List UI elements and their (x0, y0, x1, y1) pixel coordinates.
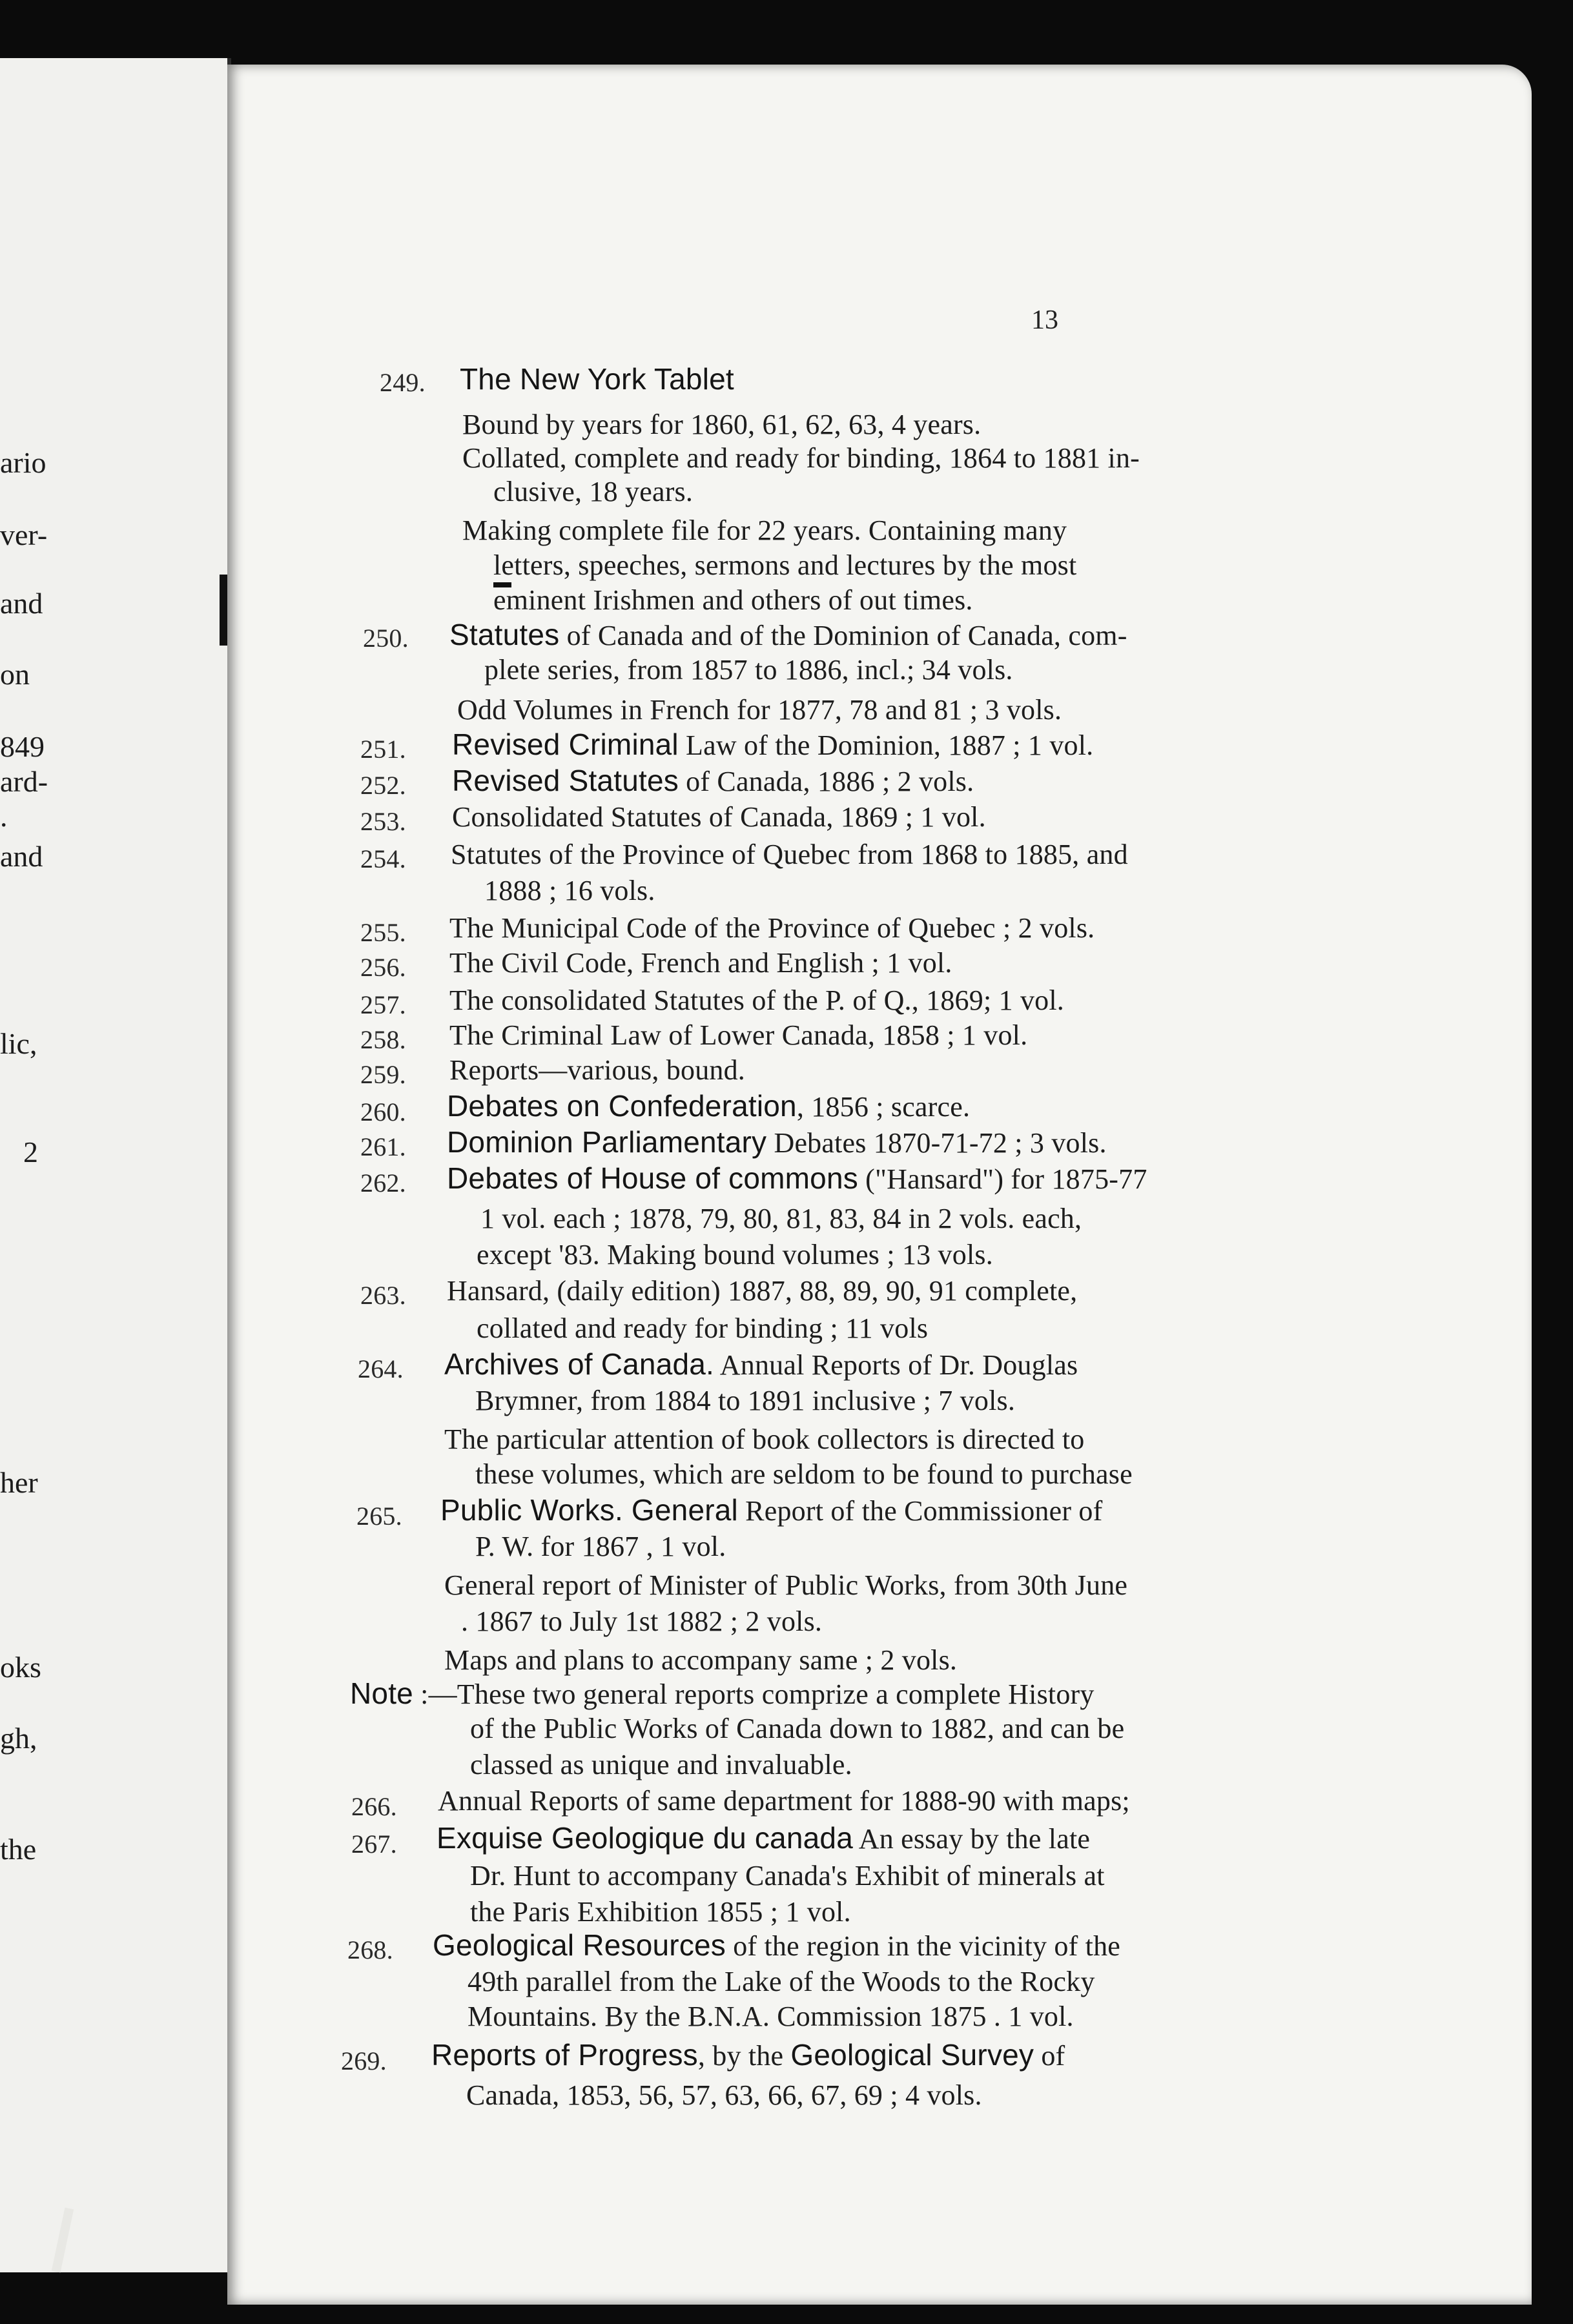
entry-line: Bound by years for 1860, 61, 62, 63, 4 years. (462, 409, 982, 440)
entry-number: 264. (358, 1354, 404, 1383)
entry-line: Collated, complete and ready for binding, 1864 to 1881 in- (462, 442, 1140, 474)
entry-text: The Civil Code, French and English ; 1 vol. (449, 947, 952, 979)
entry-number: 250. (363, 624, 409, 653)
entry-text: The Municipal Code of the Province of Quebec ; 2 vols. (449, 912, 1095, 944)
left-text-fragment: gh, (0, 1722, 37, 1755)
left-text-fragment: 2 (23, 1136, 38, 1168)
entry-text: Consolidated Statutes of Canada, 1869 ; 1 vol. (452, 801, 986, 833)
entry-line: Canada, 1853, 56, 57, 63, 66, 67, 69 ; 4 vols. (466, 2079, 982, 2111)
entry-line: letters, speeches, sermons and lectures by the most (493, 549, 1077, 581)
left-text-fragment: on (0, 658, 30, 691)
entry-heading: The New York Tablet (460, 362, 734, 396)
entry-line: Making complete file for 22 years. Containing many (462, 515, 1067, 546)
note-line: of the Public Works of Canada down to 1882, and can be (470, 1713, 1125, 1744)
page-number: 13 (1031, 305, 1058, 335)
entry-number: 263. (360, 1281, 406, 1310)
entry-text: Public Works. General Report of the Commissioner of (440, 1493, 1103, 1527)
entry-text: Statutes of the Province of Quebec from 1868 to 1885, and (451, 839, 1128, 870)
entry-text: Archives of Canada. Annual Reports of Dr. Douglas (444, 1347, 1078, 1381)
entry-line: Brymner, from 1884 to 1891 inclusive ; 7 vols. (475, 1385, 1016, 1416)
left-text-fragment: and (0, 840, 43, 873)
gutter-shadow (220, 575, 227, 646)
entry-line: Maps and plans to accompany same ; 2 vols. (444, 1644, 958, 1676)
catalogue-entries (227, 65, 1532, 2305)
entry-line: eminent Irishmen and others of out times. (493, 584, 973, 616)
entry-text: Reports of Progress, by the Geological Survey of (431, 2038, 1065, 2072)
entry-line: plete series, from 1857 to 1886, incl.; 34 vols. (484, 654, 1013, 686)
left-text-fragment: and (0, 587, 43, 620)
entry-number: 262. (360, 1168, 406, 1198)
entry-text: Reports—various, bound. (449, 1054, 746, 1086)
entry-line: 49th parallel from the Lake of the Woods to the Rocky (468, 1966, 1095, 1997)
entry-line: P. W. for 1867 , 1 vol. (475, 1531, 726, 1562)
entry-line: The particular attention of book collectors is directed to (444, 1423, 1085, 1455)
entry-number: 260. (360, 1097, 406, 1126)
left-text-fragment: her (0, 1466, 38, 1499)
entry-number: 266. (351, 1792, 397, 1821)
entry-line: General report of Minister of Public Works, from 30th June (444, 1569, 1128, 1601)
entry-number: 267. (351, 1830, 397, 1859)
left-text-fragment: ard- (0, 765, 48, 798)
entry-text: Debates on Confederation, 1856 ; scarce. (447, 1089, 971, 1123)
entry-text: Revised Statutes of Canada, 1886 ; 2 vols. (452, 764, 974, 797)
left-text-fragment: . (0, 800, 8, 833)
entry-text: The Criminal Law of Lower Canada, 1858 ; 1 vol. (449, 1019, 1028, 1051)
entry-number: 252. (360, 771, 406, 800)
entry-line: 1888 ; 16 vols. (484, 875, 655, 906)
entry-line: Mountains. By the B.N.A. Commission 1875 . 1 vol. (468, 2001, 1074, 2032)
left-text-fragment: oks (0, 1651, 41, 1684)
entry-text: Debates of House of commons ("Hansard") for 1875-77 (447, 1161, 1147, 1195)
entry-line: . 1867 to July 1st 1882 ; 2 vols. (461, 1605, 823, 1637)
entry-text: Dominion Parliamentary Debates 1870-71-72 ; 3 vols. (447, 1125, 1107, 1159)
entry-text: Exquise Geologique du canada An essay by the late (437, 1821, 1091, 1855)
entry-number: 269. (341, 2046, 387, 2075)
entry-number: 257. (360, 990, 406, 1019)
entry-line: Dr. Hunt to accompany Canada's Exhibit of minerals at (470, 1860, 1105, 1891)
entry-line: clusive, 18 years. (493, 476, 694, 507)
left-page-fragment (0, 58, 231, 2272)
left-text-fragment: the (0, 1833, 37, 1866)
entry-text: The consolidated Statutes of the P. of Q., 1869; 1 vol. (449, 984, 1064, 1016)
entry-number: 258. (360, 1025, 406, 1054)
entry-line: the Paris Exhibition 1855 ; 1 vol. (470, 1896, 851, 1928)
entry-number: 249. (380, 368, 426, 397)
entry-number: 259. (360, 1060, 406, 1089)
entry-number: 256. (360, 953, 406, 982)
entry-number: 254. (360, 844, 406, 873)
entry-line: these volumes, which are seldom to be found to purchase (475, 1458, 1133, 1490)
right-page (227, 65, 1532, 2305)
entry-line: Odd Volumes in French for 1877, 78 and 81 ; 3 vols. (457, 694, 1062, 726)
entry-number: 268. (347, 1935, 393, 1964)
entry-number: 265. (356, 1502, 402, 1531)
left-text-fragment: ver- (0, 518, 48, 551)
note-text: Note :—These two general reports comprize a complete History (350, 1677, 1095, 1710)
entry-number: 251. (360, 735, 406, 764)
entry-line: except '83. Making bound volumes ; 13 vols. (477, 1239, 993, 1270)
entry-text: Statutes of Canada and of the Dominion of Canada, com- (449, 618, 1127, 651)
note-line: classed as unique and invaluable. (470, 1749, 852, 1780)
entry-number: 255. (360, 918, 406, 947)
entry-line: collated and ready for binding ; 11 vols (477, 1312, 929, 1344)
left-text-fragment: lic, (0, 1027, 37, 1060)
entry-line: 1 vol. each ; 1878, 79, 80, 81, 83, 84 in 2 vols. each, (480, 1203, 1082, 1234)
left-text-fragment: ario (0, 446, 46, 479)
left-text-fragment: 849 (0, 730, 45, 763)
entry-number: 253. (360, 807, 406, 836)
entry-text: Geological Resources of the region in the vicinity of the (433, 1928, 1121, 1962)
entry-number: 261. (360, 1132, 406, 1161)
entry-text: Annual Reports of same department for 1888-90 with maps; (438, 1785, 1130, 1817)
entry-text: Hansard, (daily edition) 1887, 88, 89, 90, 91 complete, (447, 1275, 1078, 1307)
entry-text: Revised Criminal Law of the Dominion, 1887 ; 1 vol. (452, 728, 1094, 761)
